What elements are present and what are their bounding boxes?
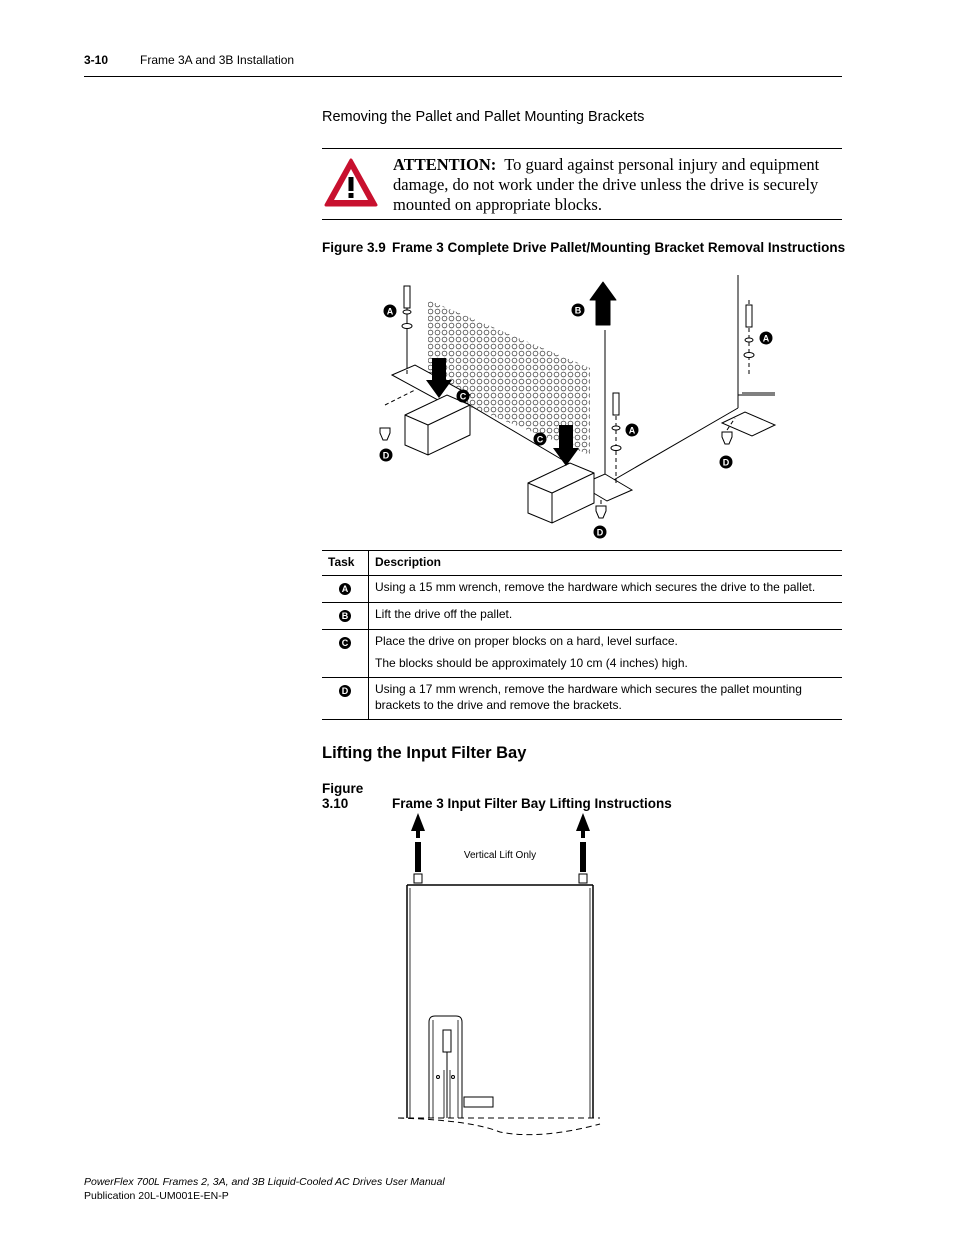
table-row xyxy=(322,576,842,603)
task-a-description: Using a 15 mm wrench, remove the hardware which secures the drive to the pallet. xyxy=(375,580,816,594)
task-badge-d: D xyxy=(339,685,351,697)
figure-3-10-title: Frame 3 Input Filter Bay Lifting Instructions xyxy=(392,796,672,811)
task-badge-c: C xyxy=(339,637,351,649)
footer-manual-title: PowerFlex 700L Frames 2, 3A, and 3B Liquid-Cooled AC Drives User Manual xyxy=(84,1176,445,1188)
vertical-lift-label: Vertical Lift Only xyxy=(463,850,537,861)
task-c-description-2: The blocks should be approximately 10 cm (4 inches) high. xyxy=(375,656,688,670)
page-number: 3-10 xyxy=(84,53,109,67)
figure-3-10-caption xyxy=(322,781,672,811)
figure-3-9-number: Figure 3.9 xyxy=(322,240,386,255)
attention-text xyxy=(393,155,843,215)
table-row xyxy=(322,603,842,630)
figure-3-10-number: Figure 3.10 xyxy=(322,781,364,811)
task-table-header xyxy=(322,551,842,576)
warning-triangle-icon xyxy=(323,157,379,209)
attention-bottom-rule xyxy=(322,219,842,220)
callout-b: B xyxy=(574,305,582,316)
chapter-title: Frame 3A and 3B Installation xyxy=(140,53,295,67)
callout-a-2: A xyxy=(762,333,770,344)
task-badge-b: B xyxy=(339,610,351,622)
figure-3-9-caption xyxy=(322,240,845,255)
task-table xyxy=(322,550,842,720)
attention-body: To guard against personal injury and equipment damage, do not work under the drive unless the drive is securely mounted on appropriate blocks. xyxy=(393,155,820,214)
header-rule xyxy=(84,76,842,77)
task-d-description: Using a 17 mm wrench, remove the hardware which secures the pallet mounting brackets to the drive and remove the brackets. xyxy=(375,682,802,712)
description-column-header: Description xyxy=(369,551,843,576)
callout-d-3: D xyxy=(596,527,604,538)
attention-top-rule xyxy=(322,148,842,149)
footer-publication: Publication 20L-UM001E-EN-P xyxy=(84,1190,229,1202)
callout-d-1: D xyxy=(382,450,390,461)
callout-d-2: D xyxy=(722,457,730,468)
table-row xyxy=(322,630,842,678)
table-row xyxy=(322,678,842,720)
filter-bay-lift-illustration xyxy=(390,810,620,1140)
task-badge-a: A xyxy=(339,583,351,595)
task-b-description: Lift the drive off the pallet. xyxy=(375,607,513,621)
pallet-removal-illustration xyxy=(370,275,790,545)
task-column-header: Task xyxy=(322,551,369,576)
task-c-description-1: Place the drive on proper blocks on a hard, level surface. xyxy=(375,634,678,648)
section-title: Lifting the Input Filter Bay xyxy=(322,744,527,762)
attention-label: ATTENTION: xyxy=(393,155,497,174)
subsection-title: Removing the Pallet and Pallet Mounting Brackets xyxy=(322,109,645,125)
callout-c-1: C xyxy=(459,391,467,402)
callout-a-1: A xyxy=(386,306,394,317)
figure-3-9-title: Frame 3 Complete Drive Pallet/Mounting Bracket Removal Instructions xyxy=(392,240,846,255)
callout-c-2: C xyxy=(536,434,544,445)
callout-a-3: A xyxy=(628,425,636,436)
